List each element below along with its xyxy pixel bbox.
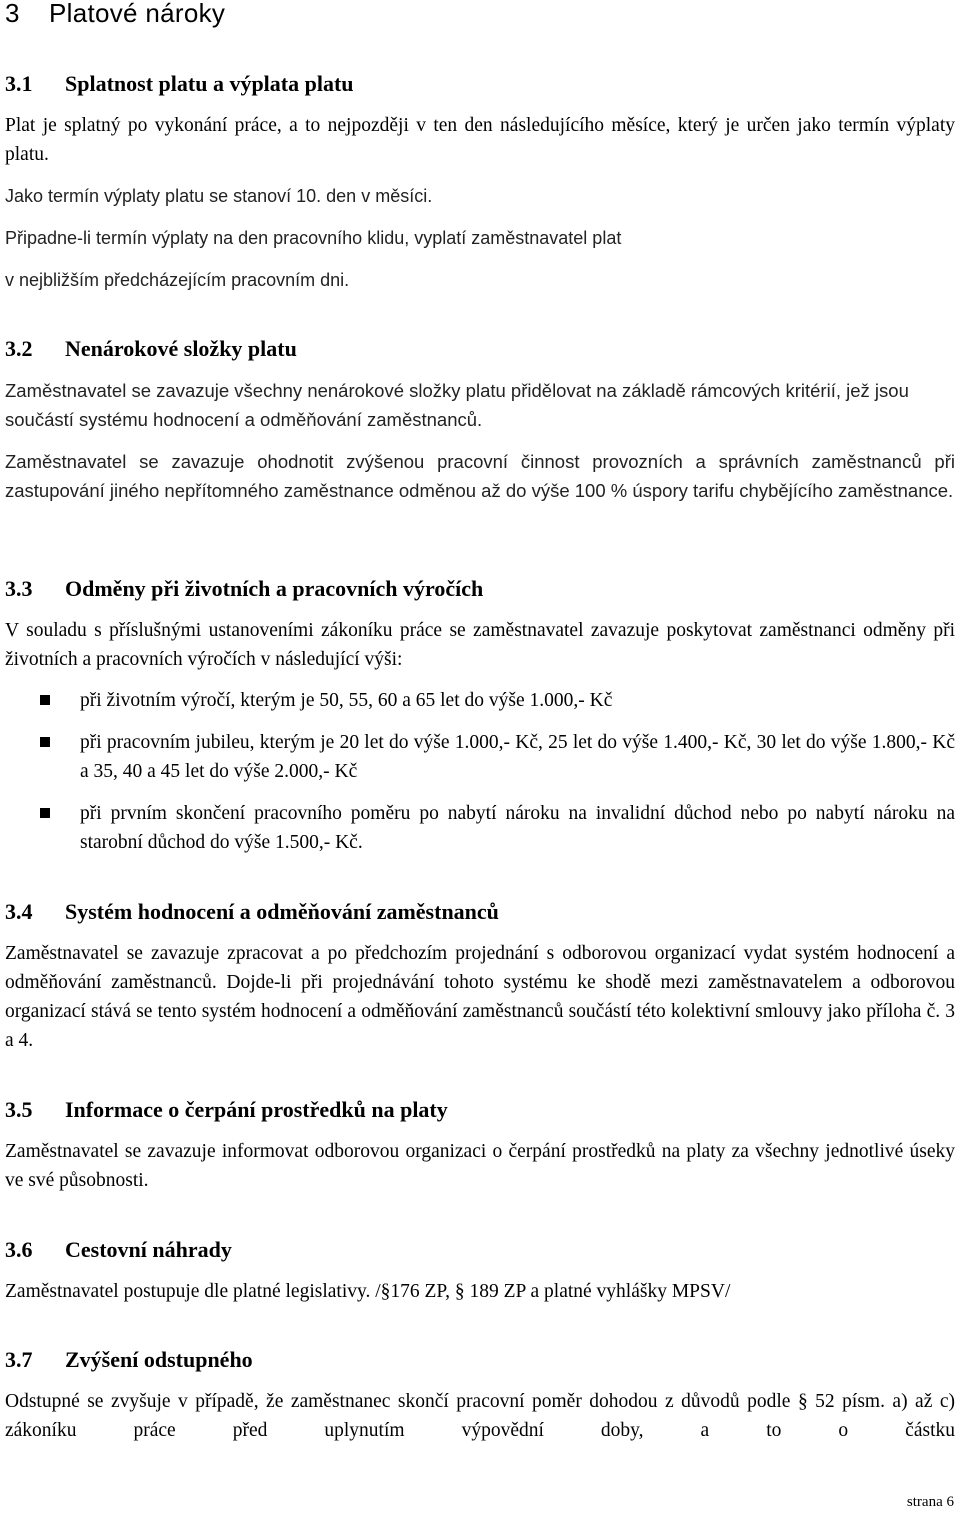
section-number: 3.2 <box>5 336 33 361</box>
paragraph-3-1-holiday-line2: v nejbližším předcházejícím pracovním dni. <box>5 270 350 290</box>
list-item <box>5 799 955 857</box>
section-heading-3-2 <box>5 335 297 363</box>
paragraph-3-7-severance: Odstupné se zvyšuje v případě, že zaměstnanec skončí pracovní poměr dohodou z důvodů podle § 52 písm. a) až c) zákoníku práce před uplynutím výpovědní doby, a to o částku <box>5 1391 955 1441</box>
list-item <box>5 728 955 786</box>
paragraph-3-1-payday: Jako termín výplaty platu se stanoví 10. den v měsíci. <box>5 186 433 206</box>
anniversary-bonus-list <box>5 686 955 857</box>
section-heading-3-5 <box>5 1096 448 1124</box>
chapter-heading <box>5 0 225 30</box>
list-item-text: při pracovním jubileu, kterým je 20 let do výše 1.000,- Kč, 25 let do výše 1.400,- Kč, 30 let do výše 1.800,- Kč a 35, 40 a 45 let do výše 2.000,- Kč <box>80 732 955 782</box>
paragraph-3-2-substitution: Zaměstnavatel se zavazuje ohodnotit zvýšenou pracovní činnost provozních a správních zaměstnanců při zastupování jiného nepřítomného zaměstnance odměnou až do výše 100 % úspory tarifu chybějícího zaměstnance. <box>5 451 955 501</box>
section-heading-3-6 <box>5 1236 232 1264</box>
section-heading-3-1 <box>5 70 354 98</box>
square-bullet-icon <box>40 808 50 818</box>
paragraph-3-3-intro: V souladu s příslušnými ustanoveními zákoníku práce se zaměstnavatel zavazuje poskytovat zaměstnanci odměny při životních a pracovních výročích v následující výši: <box>5 620 955 670</box>
section-number: 3.6 <box>5 1237 33 1262</box>
chapter-number: 3 <box>5 0 20 28</box>
section-title: Zvýšení odstupného <box>65 1347 253 1372</box>
square-bullet-icon <box>40 695 50 705</box>
section-title: Informace o čerpání prostředků na platy <box>65 1097 448 1122</box>
section-heading-3-3 <box>5 575 483 603</box>
section-number: 3.3 <box>5 576 33 601</box>
section-title: Systém hodnocení a odměňování zaměstnanců <box>65 899 499 924</box>
section-number: 3.5 <box>5 1097 33 1122</box>
section-heading-3-4 <box>5 898 499 926</box>
paragraph-3-2-criteria: Zaměstnavatel se zavazuje všechny nenárokové složky platu přidělovat na základě rámcových kritérií, jež jsou součástí systému hodnocení a odměňování zaměstnanců. <box>5 380 909 430</box>
section-title: Nenárokové složky platu <box>65 336 297 361</box>
square-bullet-icon <box>40 737 50 747</box>
list-item-text: při prvním skončení pracovního poměru po nabytí nároku na invalidní důchod nebo po nabytí nároku na starobní důchod do výše 1.500,- Kč. <box>80 803 955 853</box>
section-heading-3-7 <box>5 1346 253 1374</box>
section-title: Splatnost platu a výplata platu <box>65 71 354 96</box>
section-title: Cestovní náhrady <box>65 1237 232 1262</box>
list-item-text: při životním výročí, kterým je 50, 55, 60 a 65 let do výše 1.000,- Kč <box>80 690 613 711</box>
paragraph-3-5-wage-funds: Zaměstnavatel se zavazuje informovat odborovou organizaci o čerpání prostředků na platy za všechny jednotlivé úseky ve své působnosti. <box>5 1141 955 1191</box>
section-title: Odměny při životních a pracovních výročích <box>65 576 484 601</box>
paragraph-3-6-travel-expenses: Zaměstnavatel postupuje dle platné legislativy. /§176 ZP, § 189 ZP a platné vyhlášky MPSV/ <box>5 1281 731 1302</box>
paragraph-3-1-holiday-line1: Připadne-li termín výplaty na den pracovního klidu, vyplatí zaměstnavatel plat <box>5 228 622 248</box>
paragraph-3-1-payment-due: Plat je splatný po vykonání práce, a to nejpozději v ten den následujícího měsíce, který je určen jako termín výplaty platu. <box>5 115 955 165</box>
list-item <box>5 686 955 715</box>
section-number: 3.1 <box>5 71 33 96</box>
chapter-title: Platové nároky <box>49 0 226 28</box>
section-number: 3.7 <box>5 1347 33 1372</box>
section-number: 3.4 <box>5 899 33 924</box>
page-number: strana 6 <box>906 1494 954 1510</box>
paragraph-3-4-evaluation-system: Zaměstnavatel se zavazuje zpracovat a po předchozím projednání s odborovou organizací vydat systém hodnocení a odměňování zaměstnanců. Dojde-li při projednávání tohoto systému ke shodě mezi zaměstnavatelem a odborovou organizací stává se tento systém hodnocení a odměňování zaměstnanců součástí této kolektivní smlouvy jako příloha č. 3 a 4. <box>5 943 955 1051</box>
